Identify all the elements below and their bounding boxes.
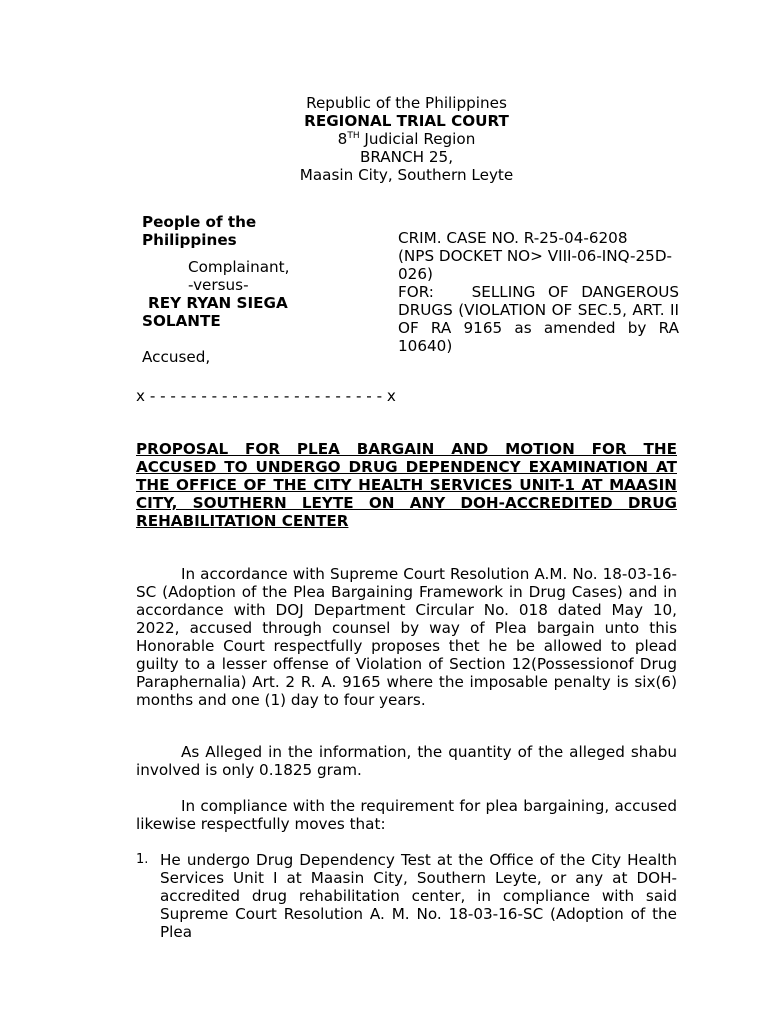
region-text: Judicial Region (359, 130, 476, 148)
paragraph-text: In compliance with the requirement for plea bargaining, accused likewise respectfully moves that: (136, 797, 677, 833)
for-text: SELLING OF DANGEROUS DRUGS (VIOLATION OF SEC.5, ART. II OF RA 9165 as amended by RA 10640) (398, 283, 680, 355)
for-label: FOR: (398, 283, 434, 301)
paragraph-text: In accordance with Supreme Court Resolution A.M. No. 18-03-16-SC (Adoption of the Plea Bargaining Framework in Drug Cases) and in accordance with DOJ Department Circular No. 018 dated May 10, 2022, accused through counsel by way of Plea bargain unto this Honorable Court respectfully proposes thet he be allowed to plead guilty to a lesser offense of Violation of Section 12(Possessionof Drug Paraphernalia) Art. 2 R. A. 9165 where the imposable penalty is six(6) months and one (1) day to four years. (136, 565, 677, 709)
list-item (136, 851, 677, 941)
accused-name: REY RYAN SIEGA SOLANTE (142, 294, 288, 330)
versus-label: -versus- (188, 276, 249, 294)
paragraph-quantity (136, 743, 677, 779)
city-line: Maasin City, Southern Leyte (299, 166, 514, 184)
region-superscript: TH (347, 130, 360, 141)
list-number: 1. (136, 852, 149, 867)
judicial-region (0, 130, 768, 148)
case-info-block (398, 229, 679, 355)
region-number: 8 (337, 130, 348, 148)
parties-block (142, 213, 352, 366)
branch-line: BRANCH 25, (359, 148, 454, 166)
paragraph-plea-proposal (136, 565, 677, 709)
accused-label: Accused, (142, 348, 211, 366)
court-name: REGIONAL TRIAL COURT (304, 112, 509, 130)
caption-separator: x - - - - - - - - - - - - - - - - - - - - - - - x (136, 387, 396, 405)
docket-number: (NPS DOCKET NO> VIII-06-INQ-25D-026) (398, 247, 673, 283)
paragraph-compliance (136, 797, 677, 833)
list-item-text: He undergo Drug Dependency Test at the Office of the City Health Services Unit I at Maasin City, Southern Leyte, or any at DOH- accredited drug rehabilitation center, in compliance with said Supreme Court Resolution A. M. No. 18-03-16-SC (Adoption of the Plea (160, 851, 677, 941)
paragraph-text: As Alleged in the information, the quantity of the alleged shabu involved is only 0.1825 gram. (136, 743, 677, 779)
case-number: CRIM. CASE NO. R-25-04-6208 (398, 229, 628, 247)
complainant-label: Complainant, (188, 258, 290, 276)
court-header (0, 94, 768, 184)
case-nature (398, 283, 679, 355)
people-of-the-philippines: People of the Philippines (142, 213, 257, 249)
motion-title: PROPOSAL FOR PLEA BARGAIN AND MOTION FOR THE ACCUSED TO UNDERGO DRUG DEPENDENCY EXAMINATION AT THE OFFICE OF THE CITY HEALTH SERVICES UNIT-1 AT MAASIN CITY, SOUTHERN LEYTE ON ANY DOH-ACCREDITED DRUG REHABILITATION CENTER (136, 440, 677, 530)
republic-line: Republic of the Philippines (306, 94, 507, 112)
